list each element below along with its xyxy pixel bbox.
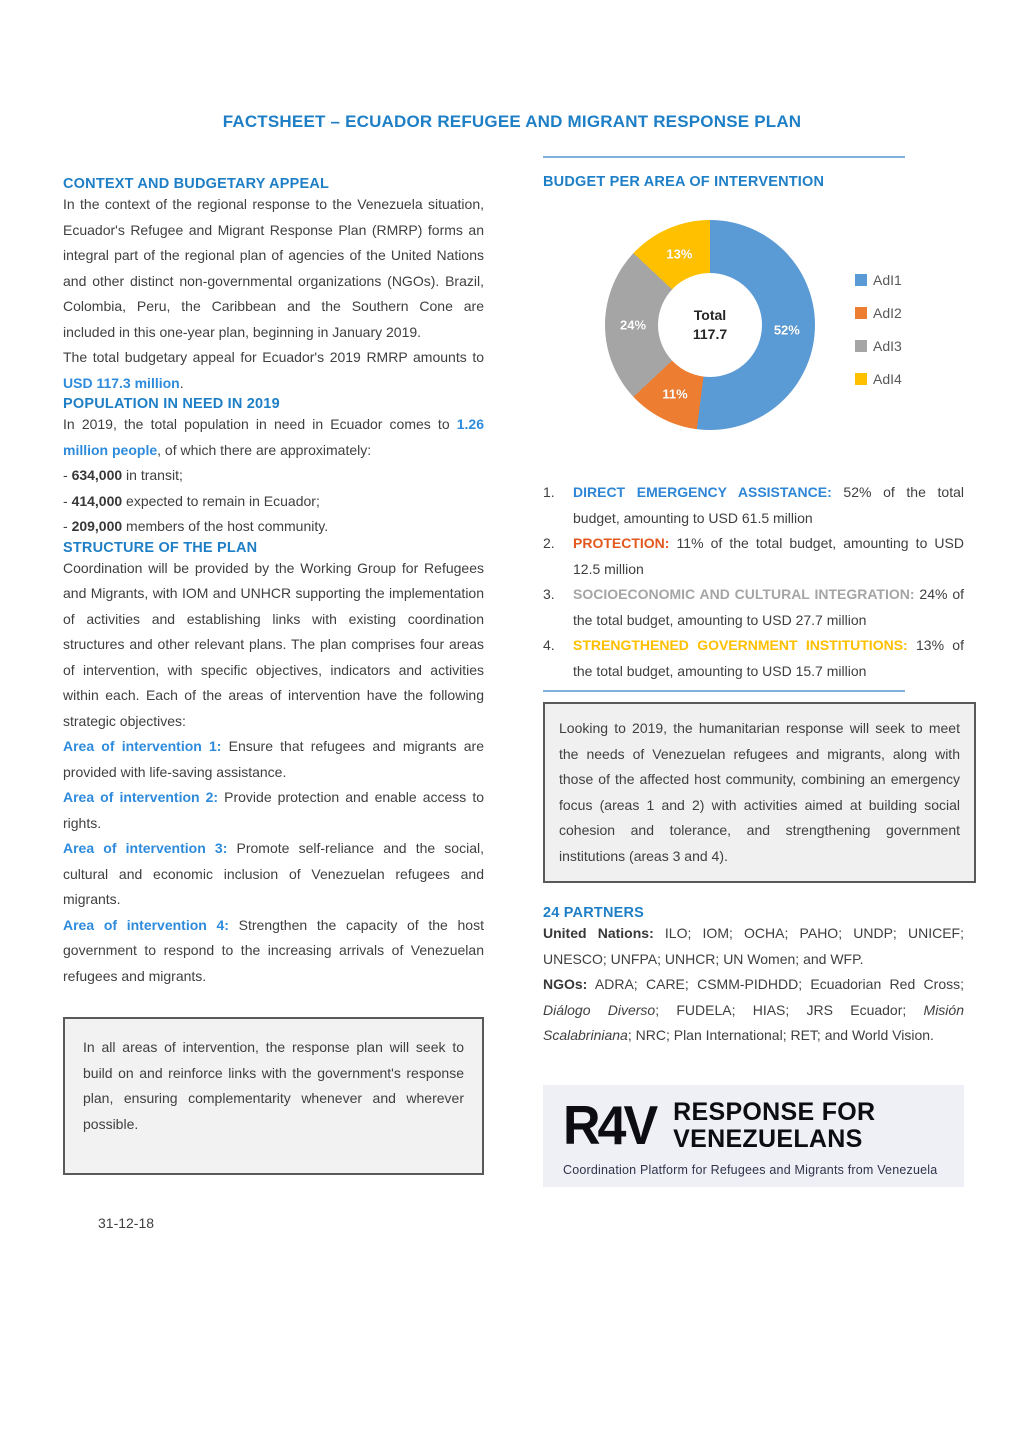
area-text: Strengthen the capacity of the host government to respond to the increasing arrivals of Venezuelan refugees and migrants. xyxy=(63,916,484,984)
area-label: Area of intervention 2: xyxy=(63,789,219,805)
ngo-partners xyxy=(543,972,964,1049)
area-label: Area of intervention 1: xyxy=(63,738,222,754)
legend-swatch xyxy=(855,373,867,385)
bullet-value: 209,000 xyxy=(71,518,123,534)
outlook-box-text: Looking to 2019, the humanitarian response will seek to meet the needs of Venezuelan refugees and migrants, along with those of the affected host community, combining an emergency focus (areas 1 and 2) with activities aimed at building social cohesion and tolerance, and strengthening government institutions (areas 3 and 4). xyxy=(559,720,960,864)
bullet-dash: - xyxy=(63,492,72,509)
logo-line2: VENEZUELANS xyxy=(673,1124,863,1153)
list-item-text xyxy=(573,582,964,633)
population-intro-text: In 2019, the total population in need in Ecuador comes to xyxy=(63,416,457,432)
legend-item xyxy=(855,305,902,321)
population-intro xyxy=(63,412,484,463)
ngo-list-pre: ADRA; CARE; CSMM-PIDHDD; Ecuadorian Red Cross; xyxy=(587,976,964,992)
outlook-box xyxy=(543,702,976,883)
legend-label: AdI2 xyxy=(873,305,902,321)
area-text: Promote self-reliance and the social, cultural and economic inclusion of Venezuelan refugees and migrants. xyxy=(63,840,484,907)
area-text: Provide protection and enable access to rights. xyxy=(63,789,484,831)
logo-row xyxy=(563,1097,948,1155)
un-partners xyxy=(543,921,964,972)
ngo-italic-name: Misión Scalabriniana xyxy=(543,1001,964,1043)
bullet-value: 634,000 xyxy=(71,467,123,483)
area-name: PROTECTION: xyxy=(573,535,670,551)
area-label: Area of intervention 4: xyxy=(63,916,229,933)
area-budget-text: 24% of the total budget, amounting to USD 27.7 million xyxy=(573,586,964,628)
r4v-logo-banner xyxy=(543,1085,964,1187)
slice-label: 52% xyxy=(773,322,800,338)
budget-list-item xyxy=(543,531,964,582)
context-paragraph: In the context of the regional response to the Venezuela situation, Ecuador's Refugee and Migrant Response Plan (RMRP) forms an integral part of the regional plan of agencies of the United Nations and other distinct non-governmental organizations (NGOs). Brazil, Colombia, Peru, the Caribbean and the Southern Cone are included in this one-year plan, beginning in January 2019. xyxy=(63,196,484,340)
area-label: Area of intervention 3: xyxy=(63,840,228,856)
bullet-dash: - xyxy=(63,518,72,534)
un-label: United Nations: xyxy=(543,925,654,941)
logo-line1: RESPONSE FOR xyxy=(673,1097,876,1126)
legend-swatch xyxy=(855,307,867,319)
un-list: ILO; IOM; OCHA; PAHO; UNDP; UNICEF; UNESCO; UNFPA; UNHCR; UN Women; and WFP. xyxy=(543,925,964,967)
slice-label: 24% xyxy=(619,317,647,333)
area-budget-text: 52% of the total budget, amounting to USD 61.5 million xyxy=(573,484,964,526)
list-item-text xyxy=(573,480,964,531)
population-bullet xyxy=(63,489,484,515)
list-number: 2. xyxy=(543,535,555,551)
bullet-value: 414,000 xyxy=(71,492,123,509)
ngo-label: NGOs: xyxy=(543,976,588,992)
area-of-intervention xyxy=(63,785,484,836)
appeal-period: . xyxy=(179,374,184,391)
note-box xyxy=(63,1017,484,1175)
section-heading-context: CONTEXT AND BUDGETARY APPEAL xyxy=(63,176,330,192)
logo-wordmark xyxy=(673,1099,875,1153)
list-item-text xyxy=(573,633,964,684)
list-number: 1. xyxy=(543,484,555,500)
area-name: STRENGTHENED GOVERNMENT INSTITUTIONS: xyxy=(573,637,908,653)
area-budget-text: 13% of the total budget, amounting to USD 15.7 million xyxy=(573,637,964,679)
bullet-text: in transit; xyxy=(122,467,183,483)
document-date: 31-12-18 xyxy=(98,1215,155,1231)
area-of-intervention xyxy=(63,734,484,785)
section-heading-population: POPULATION IN NEED IN 2019 xyxy=(63,396,280,412)
slice-label: 11% xyxy=(662,386,688,402)
legend-label: AdI3 xyxy=(873,338,902,354)
section-heading-partners: 24 PARTNERS xyxy=(543,905,645,921)
structure-paragraph: Coordination will be provided by the Working Group for Refugees and Migrants, with IOM and UNHCR supporting the implementation of activities and establishing links with existing coordination structures and other relevant plans. The plan comprises four areas of intervention, with specific objectives, indicators and activities within each. Each of the areas of intervention have the following strategic objectives: xyxy=(63,559,484,729)
slice-label: 13% xyxy=(666,246,693,262)
note-box-text: In all areas of intervention, the response plan will seek to build on and reinforce links with the government's response plan, ensuring complementarity whenever and wherever possible. xyxy=(83,1039,464,1132)
left-column xyxy=(63,176,484,1231)
donut-center-value: 117.7 xyxy=(692,326,728,342)
list-item-text xyxy=(573,531,964,582)
budget-donut-chart xyxy=(543,202,964,470)
bullet-text: expected to remain in Ecuador; xyxy=(122,492,320,509)
donut-center-label: Total xyxy=(693,307,727,323)
population-intro-tail: , of which there are approximately: xyxy=(157,441,372,458)
population-total: 1.26 million people xyxy=(63,416,484,458)
budget-list-item xyxy=(543,582,964,633)
ngo-list-mid: ; FUDELA; HIAS; JRS Ecuador; xyxy=(655,1001,924,1018)
area-budget-text: 11% of the total budget, amounting to USD 12.5 million xyxy=(573,535,964,577)
budget-list-item xyxy=(543,480,964,531)
budget-breakdown-list xyxy=(543,480,964,684)
list-number: 3. xyxy=(543,586,555,602)
ngo-italic-name: Diálogo Diverso xyxy=(543,1001,656,1018)
legend-swatch xyxy=(855,340,867,352)
appeal-text: The total budgetary appeal for Ecuador's 2019 RMRP amounts to xyxy=(63,349,484,365)
ngo-list-post: ; NRC; Plan International; RET; and World Vision. xyxy=(627,1027,934,1043)
legend-item xyxy=(855,272,902,288)
donut-rings xyxy=(605,220,815,430)
legend-swatch xyxy=(855,274,867,286)
legend-item xyxy=(855,371,902,387)
budget-appeal-paragraph xyxy=(63,345,484,396)
area-of-intervention xyxy=(63,913,484,990)
population-bullet xyxy=(63,514,484,540)
divider-line xyxy=(543,690,905,692)
list-number: 4. xyxy=(543,637,555,653)
chart-legend xyxy=(855,272,902,404)
area-of-intervention xyxy=(63,836,484,913)
r4v-logo: R4V xyxy=(563,1095,656,1156)
divider-line xyxy=(543,156,905,158)
area-name: DIRECT EMERGENCY ASSISTANCE: xyxy=(573,484,832,500)
bullet-dash: - xyxy=(63,467,72,483)
legend-label: AdI1 xyxy=(873,272,902,288)
section-heading-structure: STRUCTURE OF THE PLAN xyxy=(63,539,258,556)
page-title: FACTSHEET – ECUADOR REFUGEE AND MIGRANT RESPONSE PLAN xyxy=(222,112,802,131)
appeal-amount: USD 117.3 million xyxy=(63,374,180,391)
bullet-text: members of the host community. xyxy=(122,518,329,534)
right-column xyxy=(543,156,964,1187)
area-text: Ensure that refugees and migrants are provided with life-saving assistance. xyxy=(63,738,484,780)
section-heading-budget: BUDGET PER AREA OF INTERVENTION xyxy=(543,174,825,190)
budget-list-item xyxy=(543,633,964,684)
logo-tagline: Coordination Platform for Refugees and Migrants from Venezuela xyxy=(563,1162,938,1177)
donut-center xyxy=(658,273,762,377)
area-name: SOCIOECONOMIC AND CULTURAL INTEGRATION: xyxy=(573,586,915,602)
legend-item xyxy=(855,338,902,354)
legend-label: AdI4 xyxy=(873,371,902,387)
population-bullet xyxy=(63,463,484,489)
